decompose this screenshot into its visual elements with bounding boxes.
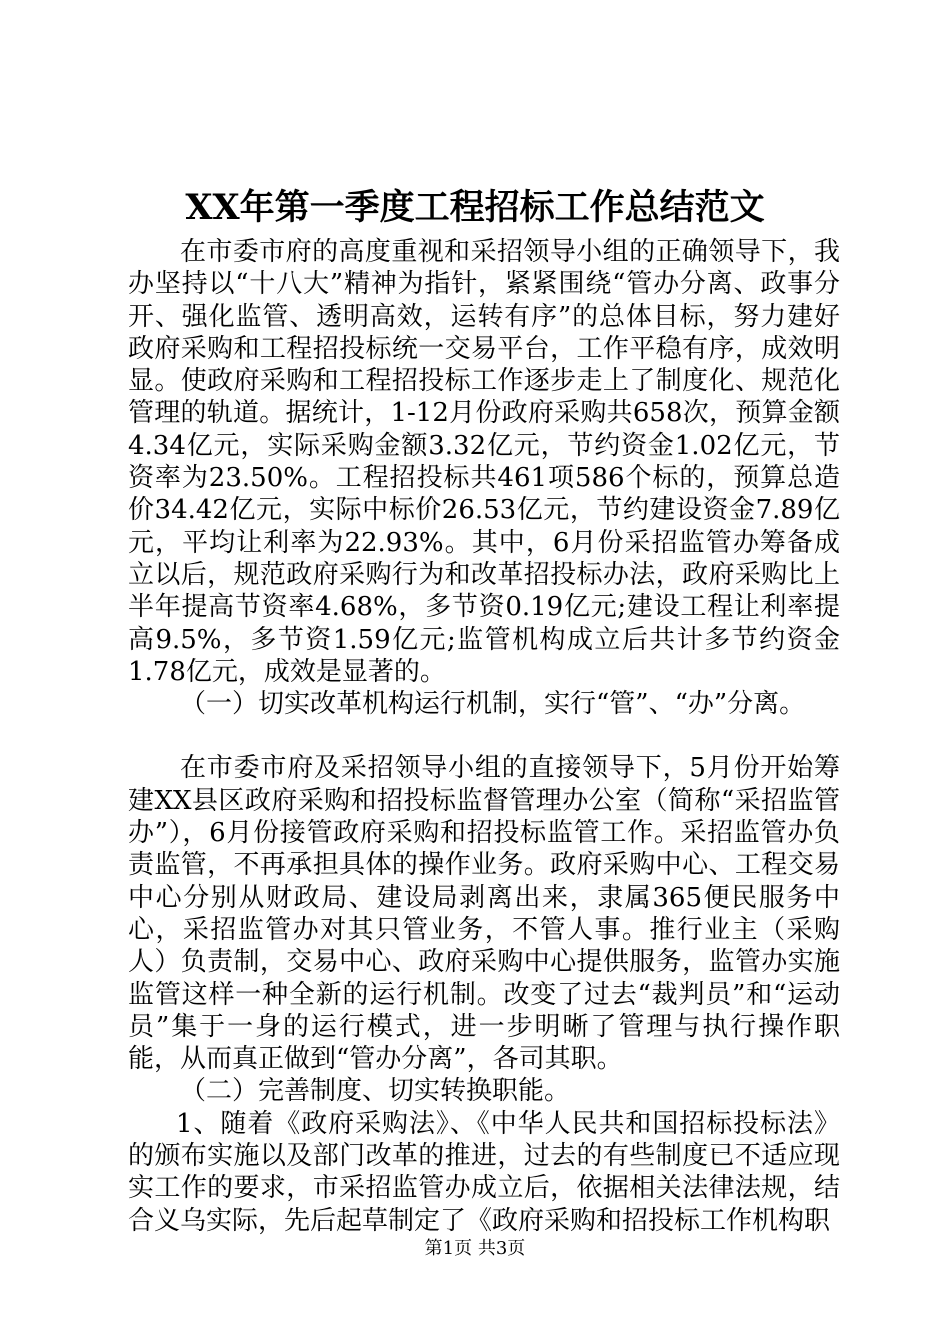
- paragraph-summary: 在市委市府的高度重视和采招领导小组的正确领导下，我办坚持以“十八大”精神为指针，紧紧围绕“管办分离、政事分开、强化监管、透明高效，运转有序”的总体目标，努力建好政府采购和工程招投标统一交易平台，工作平稳有序，成效明显。使政府采购和工程招投标工作逐步走上了制度化、规范化管理的轨道。据统计，1-12月份政府采购共658次，预算金额4.34亿元，实际采购金额3.32亿元，节约资金1.02亿元，节资率为23.50%。工程招投标共461项586个标的，预算总造价34.42亿元，实际中标价26.53亿元，节约建设资金7.89亿元，平均让利率为22.93%。其中，6月份采招监管办筹备成立以后，规范政府采购行为和改革招投标办法，政府采购比上半年提高节资率4.68%，多节资0.19亿元;建设工程让利率提高9.5%，多节资1.59亿元;监管机构成立后共计多节约资金1.78亿元，成效是显著的。: [128, 237, 840, 687]
- section-heading-1: （一）切实改革机构运行机制，实行“管”、“办”分离。: [180, 689, 806, 720]
- page-footer: 第1页 共3页: [424, 1238, 526, 1259]
- paragraph-mechanism: 在市委市府及采招领导小组的直接领导下，5月份开始筹建XX县区政府采购和招投标监督管理办公室（简称“采招监管办”），6月份接管政府采购和招投标监管工作。采招监管办负责监管，不再承担具体的操作业务。政府采购中心、工程交易中心分别从财政局、建设局剥离出来，隶属365便民服务中心，采招监管办对其只管业务，不管人事。推行业主（采购人）负责制，交易中心、政府采购中心提供服务，监管办实施监管这样一种全新的运行机制。改变了过去“裁判员”和“运动员”集于一身的运行模式，进一步明晰了管理与执行操作职能，从而真正做到“管办分离”，各司其职。: [128, 753, 840, 1075]
- document-body: [128, 236, 840, 1237]
- paragraph-regulations: 1、随着《政府采购法》、《中华人民共和国招标投标法》的颁布实施以及部门改革的推进，过去的有些制度已不适应现实工作的要求，市采招监管办成立后，依据相关法律法规，结合义乌实际，先后起草制定了《政府采购和招投标工作机构职: [128, 1108, 840, 1236]
- section-heading-2: （二）完善制度、切实转换职能。: [180, 1076, 571, 1107]
- paragraph-spacer: [128, 720, 840, 752]
- document-title: XX年第一季度工程招标工作总结范文: [185, 187, 765, 228]
